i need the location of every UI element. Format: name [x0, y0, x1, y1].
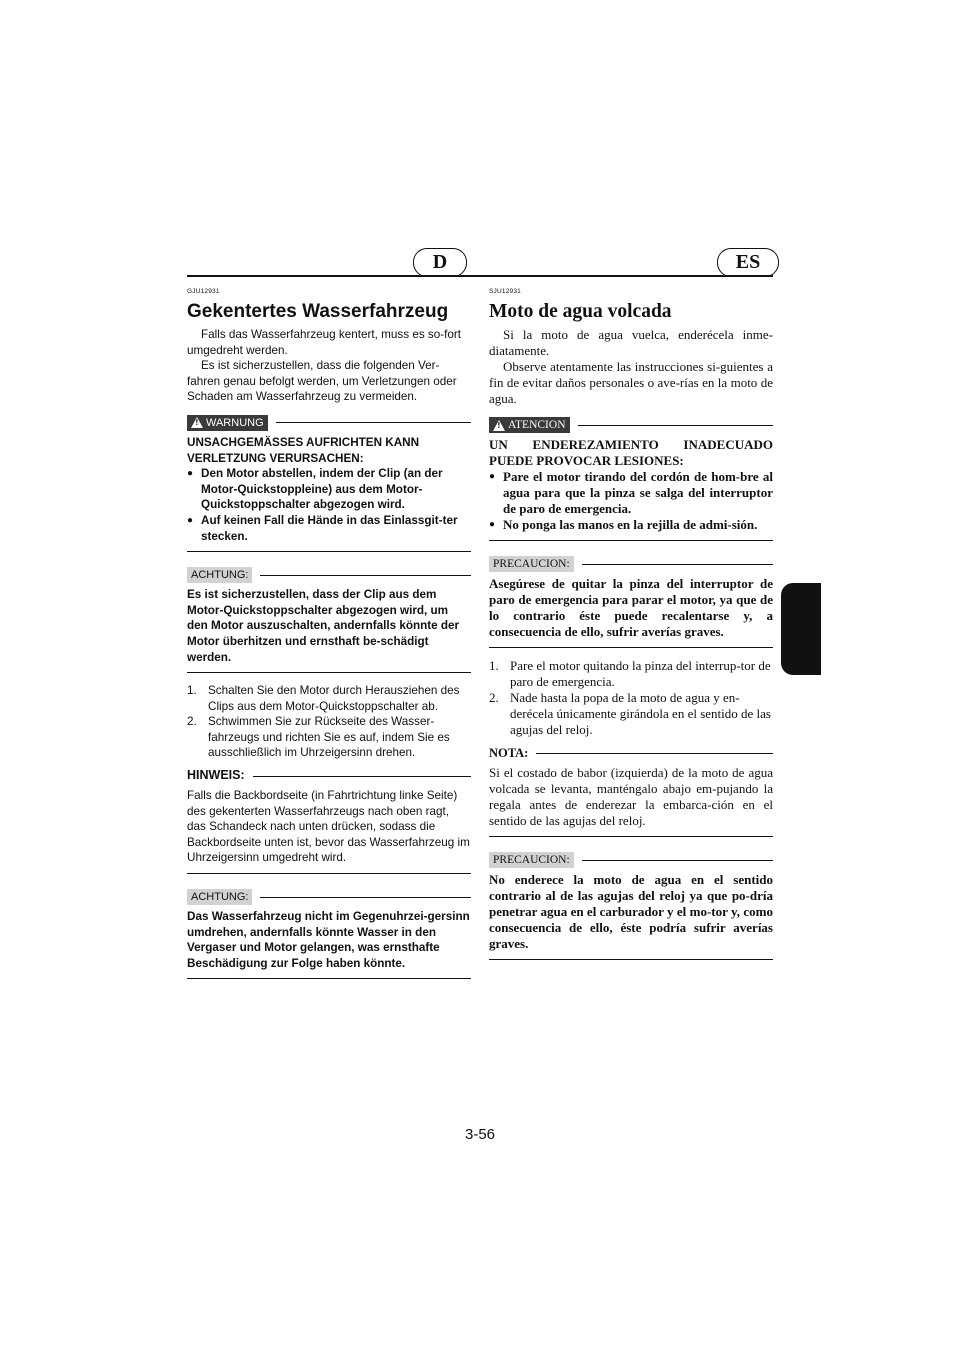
list-item: 2. Schwimmen Sie zur Rückseite des Wasser-fahrzeugs und richten Sie es auf, indem Sie es ausschließlich im Uhrzeigersinn drehen. [187, 715, 450, 760]
caution-badge: ACHTUNG: [187, 567, 252, 583]
chapter-side-tab [781, 583, 821, 675]
section-code: SJU12931 [489, 288, 521, 295]
list-item: ● Den Motor abstellen, indem der Clip (an der Motor-Quickstoppleine) aus dem Motor-Quickstoppschalter abgezogen wird. [187, 466, 471, 513]
block-rule [253, 776, 471, 777]
caution-block [489, 555, 773, 648]
warning-label: WARNUNG [206, 416, 264, 429]
list-item: ● No ponga las manos en la rejilla de admi-sión. [489, 517, 773, 533]
block-end-rule [187, 978, 471, 979]
warning-label: ATENCION [508, 419, 566, 431]
caution-badge: ACHTUNG: [187, 889, 252, 905]
warning-badge [489, 417, 570, 433]
caution-block [187, 566, 471, 673]
warning-body [187, 435, 471, 544]
page-number: 3-56 [464, 1126, 496, 1143]
intro-paragraph: Si la moto de agua vuelca, enderécela inme-diatamente. [489, 327, 773, 358]
warning-block [187, 414, 471, 552]
block-end-rule [187, 873, 471, 874]
list-item: 1. Schalten Sie den Motor durch Herausziehen des Clips aus dem Motor-Quickstoppschalter ab. [187, 684, 460, 713]
caution-text: Asegúrese de quitar la pinza del interruptor de paro de emergencia para parar el motor, ya que de lo contrario éste puede recalentarse y, a consecuencia de ello, sufrir averías graves. [489, 576, 773, 639]
warning-triangle-icon [191, 417, 203, 428]
warning-lead: UN ENDEREZAMIENTO INADECUADO PUEDE PROVOCAR LESIONES: [489, 437, 773, 468]
caution-text: No enderece la moto de agua en el sentido contrario al de las agujas del reloj ya que po-dría penetrar agua en el carburador y el mo-tor y, como consecuencia de ello, éste podría sufrir averías graves. [489, 872, 773, 951]
block-rule [578, 425, 774, 426]
note-label: HINWEIS: [187, 768, 245, 783]
spanish-column [489, 287, 773, 960]
caution-badge: PRECAUCION: [489, 556, 574, 572]
block-end-rule [489, 540, 773, 541]
list-item: 2. Nade hasta la popa de la moto de agua y en-derécela únicamente girándola en el sentido de las agujas del reloj. [489, 690, 771, 737]
caution-text: Es ist sicherzustellen, dass der Clip aus dem Motor-Quickstoppschalter abgezogen wird, um den Motor auszuschalten, andernfalls könnte der Motor überhitzen und ernsthaft be-schädigt werden. [187, 588, 460, 664]
caution-block [187, 888, 471, 979]
block-rule [582, 860, 773, 861]
block-end-rule [489, 647, 773, 648]
intro-paragraph: Es ist sicherzustellen, dass die folgenden Ver-fahren genau befolgt werden, um Verletzungen oder Schaden am Wasserfahrzeug zu vermeiden. [187, 359, 457, 404]
warning-block [489, 416, 773, 541]
steps-list [187, 683, 471, 761]
caution-block [489, 851, 773, 960]
caution-text: Das Wasserfahrzeug nicht im Gegenuhrzei-gersinn umdrehen, andernfalls könnte Wasser in den Vergaser und Motor gelangen, was ernsthafte Beschädigung zur Folge haben könnte. [187, 910, 470, 970]
note-text: Falls die Backbordseite (in Fahrtrichtung linke Seite) des gekenterten Wasserfahrzeugs nach oben ragt, das Schandeck nach unten drücken, sodass die Backbordseite unten ist, bevor das Wasserfahrzeug im Uhrzeigersinn umgedreht wird. [187, 789, 470, 865]
note-text: Si el costado de babor (izquierda) de la moto de agua volcada se levanta, manténgalo abajo em-pujando la regala antes de enderezar la embarca-ción en el sentido de las agujas del reloj. [489, 765, 773, 828]
german-column [187, 287, 471, 979]
warning-body [489, 437, 773, 533]
block-end-rule [489, 959, 773, 960]
section-title: Moto de agua volcada [489, 301, 672, 322]
block-rule [260, 897, 471, 898]
intro-paragraph: Falls das Wasserfahrzeug kentert, muss es so-fort umgedreht werden. [187, 328, 462, 357]
block-rule [536, 753, 773, 754]
block-rule [276, 422, 471, 423]
block-end-rule [187, 672, 471, 673]
language-tab-german: D [413, 248, 467, 277]
section-title: Gekentertes Wasserfahrzeug [187, 301, 449, 322]
list-item: ● Pare el motor tirando del cordón de hom-bre al agua para que la pinza se salga del interruptor de paro de emergencia. [489, 469, 773, 517]
list-item: 1. Pare el motor quitando la pinza del interrup-tor de paro de emergencia. [489, 658, 771, 689]
language-tab-spanish: ES [717, 248, 779, 277]
steps-list [489, 658, 773, 738]
section-code: GJU12931 [187, 288, 220, 295]
block-rule [260, 575, 471, 576]
note-block [187, 767, 471, 874]
warning-triangle-icon [493, 420, 505, 431]
note-label: NOTA: [489, 746, 529, 760]
header-rule [187, 275, 773, 277]
warning-badge [187, 415, 268, 431]
block-end-rule [489, 836, 773, 837]
block-rule [582, 564, 773, 565]
list-item: ● Auf keinen Fall die Hände in das Einlassgit-ter stecken. [187, 513, 471, 544]
warning-lead: UNSACHGEMÄSSES AUFRICHTEN KANN VERLETZUNG VERURSACHEN: [187, 435, 420, 465]
note-block [489, 744, 773, 837]
caution-badge: PRECAUCION: [489, 852, 574, 868]
intro-paragraph: Observe atentamente las instrucciones si-guientes a fin de evitar daños personales o ave-rías en la moto de agua. [489, 359, 773, 406]
block-end-rule [187, 551, 471, 552]
